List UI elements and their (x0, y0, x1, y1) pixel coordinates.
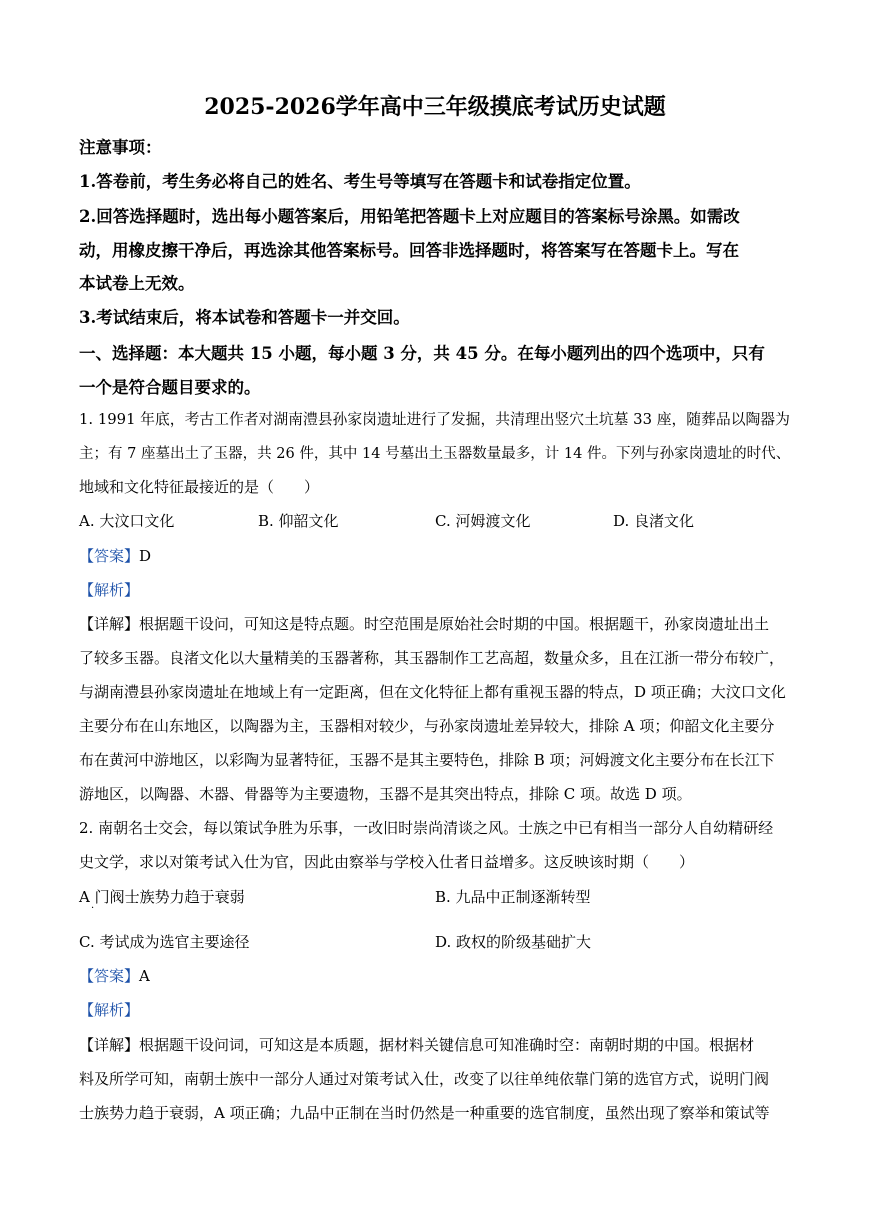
q1-stem-line-2: 主；有 7 座墓出土了玉器，共 26 件，其中 14 号墓出土玉器数量最多，计 14 件。下列与孙家岗遗址的时代、 (79, 446, 791, 462)
page-title: 2025-2026学年高中三年级摸底考试历史试题 (204, 94, 666, 120)
q2-answer-value: A (139, 967, 150, 985)
q1-detail-line-5: 布在黄河中游地区，以彩陶为显著特征，玉器不是其主要特色，排除 B 项；河姆渡文化主要分布在长江下 (79, 751, 775, 769)
q2-answer-tag: 【答案】 (79, 967, 140, 985)
notice-item-1: 1.答卷前，考生务必将自己的姓名、考生号等填写在答题卡和试卷指定位置。 (79, 172, 641, 191)
q1-option-a: A. 大汶口文化 (79, 512, 175, 530)
q2-stem-line-1: 2. 南朝名士交会，每以策试争胜为乐事，一改旧时崇尚清谈之风。士族之中已有相当一部分人自幼精研经 (79, 819, 774, 837)
notice-item-2-line-2: 动，用橡皮擦干净后，再选涂其他答案标号。回答非选择题时，将答案写在答题卡上。写在 (79, 241, 739, 260)
q2-stem-line-2: 史文学，求以对策考试入仕为官，因此由察举与学校入仕者日益增多。这反映该时期（ ） (79, 853, 695, 871)
q2-detail-line-1 (79, 1034, 754, 1055)
q2-option-b: B. 九品中正制逐渐转型 (435, 888, 591, 906)
q1-option-b: B. 仰韶文化 (258, 512, 339, 530)
q2-option-a-dot: · (91, 903, 95, 914)
q1-detail-line-4: 主要分布在山东地区，以陶器为主，玉器相对较少，与孙家岗遗址差异较大，排除 A 项；仰韶文化主要分 (79, 717, 775, 735)
q1-detail-line-2: 了较多玉器。良渚文化以大量精美的玉器著称，其玉器制作工艺高超，数量众多，且在江浙一带分布较广， (79, 649, 785, 667)
q1-option-d: D. 良渚文化 (613, 512, 695, 530)
q2-answer (79, 965, 150, 986)
q2-detail-line-2: 料及所学可知，南朝士族中一部分人通过对策考试入仕，改变了以往单纯依靠门第的选官方式，说明门阀 (79, 1070, 770, 1088)
q1-answer-value: D (139, 547, 152, 565)
q1-detail-line-6: 游地区，以陶器、木器、骨器等为主要遗物，玉器不是其突出特点，排除 C 项。故选 D 项。 (79, 785, 692, 803)
q2-option-c: C. 考试成为选官主要途径 (79, 933, 250, 951)
q2-detail-text-1: 根据题干设问词，可知这是本质题，据材料关键信息可知准确时空：南朝时期的中国。根据材 (139, 1036, 755, 1054)
q2-analysis-tag: 【解析】 (79, 1001, 140, 1019)
q1-answer-tag: 【答案】 (79, 547, 140, 565)
q2-option-d: D. 政权的阶级基础扩大 (435, 933, 592, 951)
q1-detail-text-1: 根据题干设问，可知这是特点题。时空范围是原始社会时期的中国。根据题干，孙家岗遗址出土 (139, 615, 770, 633)
q1-detail-line-1 (79, 613, 769, 634)
q1-detail-line-3: 与湖南澧县孙家岗遗址在地域上有一定距离，但在文化特征上都有重视玉器的特点，D 项正确；大汶口文化 (79, 683, 786, 701)
q2-detail-line-3: 士族势力趋于衰弱，A 项正确；九品中正制在当时仍然是一种重要的选官制度，虽然出现了察举和策试等 (79, 1104, 770, 1122)
q1-analysis-tag: 【解析】 (79, 581, 140, 599)
q1-stem-line-3: 地域和文化特征最接近的是（ ） (79, 478, 320, 496)
q2-option-a: A 门阀士族势力趋于衰弱 (79, 888, 245, 906)
q1-stem-line-1: 1. 1991 年底，考古工作者对湖南澧县孙家岗遗址进行了发掘，共清理出竖穴土坑墓 33 座，随葬品以陶器为 (79, 411, 790, 428)
notice-heading: 注意事项： (79, 138, 162, 157)
notice-item-3: 3.考试结束后，将本试卷和答题卡一并交回。 (79, 308, 410, 327)
q1-option-c: C. 河姆渡文化 (435, 512, 531, 530)
q2-detail-tag: 【详解】 (79, 1036, 140, 1054)
notice-item-2-line-3: 本试卷上无效。 (79, 274, 195, 293)
section-heading-line-1: 一、选择题：本大题共 15 小题，每小题 3 分，共 45 分。在每小题列出的四个选项中，只有 (79, 344, 765, 363)
notice-item-2-line-1: 2.回答选择题时，选出每小题答案后，用铅笔把答题卡上对应题目的答案标号涂黑。如需改 (79, 207, 740, 226)
q1-detail-tag: 【详解】 (79, 615, 140, 633)
q1-answer (79, 545, 151, 566)
section-heading-line-2: 一个是符合题目要求的。 (79, 378, 261, 397)
